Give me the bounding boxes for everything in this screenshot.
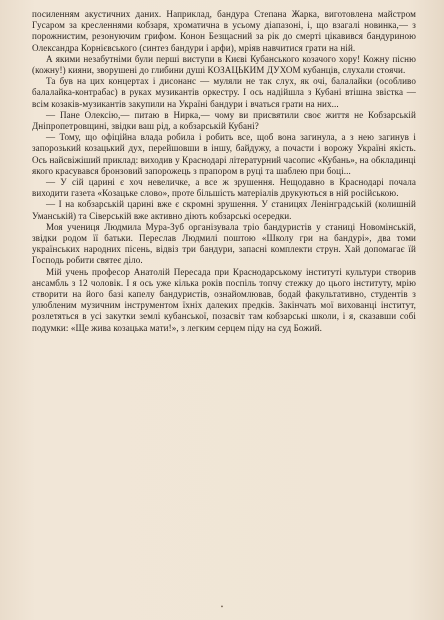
- paragraph: А якими незабутніми були перші виступи в Києві Кубанського козачого хору! Кожну пісню (кожну!) кияни, зворушені до глибини душі КОЗАЦЬКИМ ДУХОМ кубанців, слухали стоячи.: [32, 53, 416, 76]
- paragraph: — І на кобзарській царині вже є скромні зрушення. У станицях Ленінградській (колишній Уманській) та Сіверській вже активно діють кобзарські осередки.: [32, 199, 416, 221]
- paragraph: Моя учениця Людмила Мура-Зуб організувала тріо бандуристів у станиці Новомінській, звідки родом її батьки. Переслав Людмилі поштою «Школу гри на бандурі», два томи українських народних пісень, відвіз три бандури, запасні комплекти струн. Хай допомагає їй Господь робити святеє діло.: [32, 221, 416, 266]
- paragraph: — Тому, що офіційна влада робила і робить все, щоб вона загинула, а з нею загинув і запорозький козацький дух, перейшовши в іншу, байдужу, а почасти і ворожу Україні якість. Ось найсвіжіший приклад: виходив у Краснодарі літературний часопис «Кубань», на обкладинці якого красувався бронзовий запорожець з прапором в руці та шаблею при боці...: [32, 132, 416, 176]
- paragraph: — Пане Олексію,— питаю в Нирка,— чому ви присвятили своє життя не Кобзарській Дніпропетровщині, звідки ваш рід, а кобзарській Кубані?: [32, 109, 416, 132]
- paragraph: — У сій царині є хоч невеличке, а все ж зрушення. Нещодавно в Краснодарі почала виходити газета «Козацьке слово», проте більшість матеріалів друкуються в ній російською.: [32, 177, 416, 199]
- body-text: [32, 9, 416, 334]
- paragraph: Мій учень професор Анатолій Пересада при Краснодарському інституті культури створив ансамбль з 12 чоловік. І я ось уже кілька років поспіль топчу стежку до цього інституту, мрію створити на його базі капелу бандуристів, ознайомлював, бодай факультативно, студентів з улюбленим музичним інструментом їхніх далеких предків. Закінчать мої вихованці інститут, розлетяться в усі закутки землі кубанської, позасвіт там кобзарські школи, і я, сказавши собі подумки: «Ще жива козацька мати!», з легким серцем піду на суд Божий.: [32, 266, 416, 333]
- paragraph: посиленням акустичних даних. Наприклад, бандура Степана Жарка, виготовлена майстром Гусаром за кресленнями кобзаря, хроматична в усьому діапазоні, і, що взагалі новинка,— з порожнистим, резонуючим грифом. Конон Безщасний за рік до смерті цікавився бандуриною Олександра Корнієвського (синтез бандури і арфи), мріяв навчитися грати на ній.: [32, 9, 416, 53]
- paragraph: Та був на цих концертах і дисонанс — муляли не так слух, як очі, балалайки (особливо балалайка-контрабас) в руках музикантів оркестру. І ось надійшла з Кубані втішна звістка — всім козаків-музикантів закупили на Україні бандури і вчаться грати на них...: [32, 76, 416, 109]
- page-folio-mark: •: [220, 603, 224, 611]
